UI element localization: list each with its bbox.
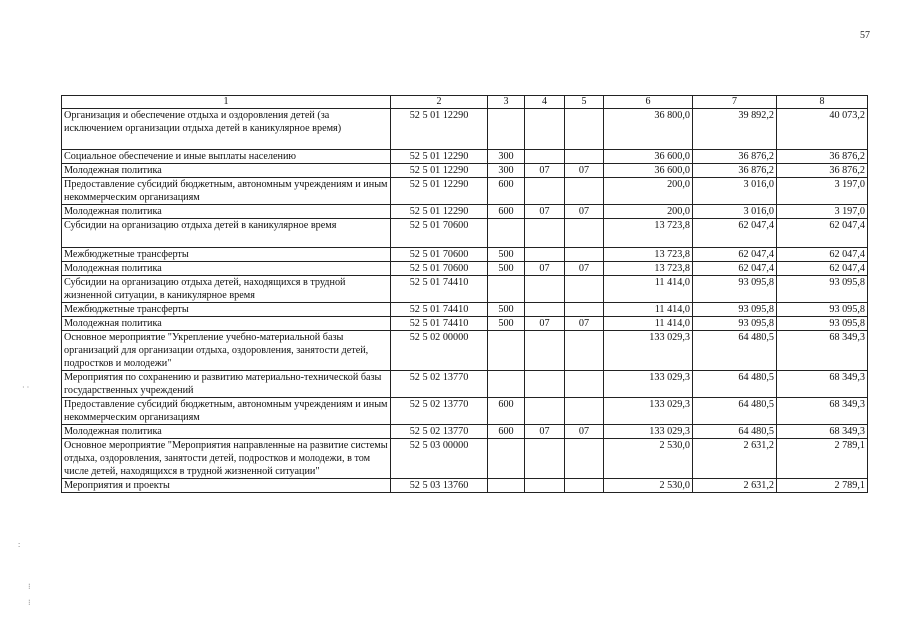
row-section: 07: [525, 205, 565, 219]
row-section: 07: [525, 425, 565, 439]
table-row: [62, 262, 868, 276]
row-code: 52 5 01 12290: [391, 178, 488, 205]
row-value-6: 2 530,0: [604, 479, 693, 493]
table-header-row: [62, 96, 868, 109]
row-subsection: 07: [565, 164, 604, 178]
column-header: 8: [777, 96, 868, 109]
row-value-8: 68 349,3: [777, 371, 868, 398]
table-row: [62, 150, 868, 164]
table-row: [62, 331, 868, 371]
row-subsection: 07: [565, 425, 604, 439]
row-code: 52 5 01 70600: [391, 248, 488, 262]
table-row: [62, 303, 868, 317]
row-type: 500: [488, 317, 525, 331]
table-row: [62, 219, 868, 248]
row-type: 600: [488, 205, 525, 219]
row-section: [525, 150, 565, 164]
row-code: 52 5 02 13770: [391, 398, 488, 425]
row-name: Молодежная политика: [62, 164, 391, 178]
row-name: Субсидии на организацию отдыха детей в каникулярное время: [62, 219, 391, 248]
table-row: [62, 479, 868, 493]
row-code: 52 5 03 13760: [391, 479, 488, 493]
row-type: [488, 276, 525, 303]
row-code: 52 5 03 00000: [391, 439, 488, 479]
row-value-8: 2 789,1: [777, 439, 868, 479]
row-type: 600: [488, 398, 525, 425]
row-code: 52 5 01 70600: [391, 219, 488, 248]
row-value-6: 200,0: [604, 178, 693, 205]
page-number: 57: [860, 30, 870, 41]
column-header: 5: [565, 96, 604, 109]
row-value-7: 62 047,4: [693, 262, 777, 276]
row-value-7: 64 480,5: [693, 331, 777, 371]
row-value-6: 36 800,0: [604, 109, 693, 150]
row-subsection: [565, 371, 604, 398]
row-value-6: 13 723,8: [604, 262, 693, 276]
row-value-7: 62 047,4: [693, 219, 777, 248]
row-name: Молодежная политика: [62, 317, 391, 331]
row-name: Межбюджетные трансферты: [62, 248, 391, 262]
row-value-6: 133 029,3: [604, 371, 693, 398]
row-section: [525, 371, 565, 398]
row-type: [488, 479, 525, 493]
row-value-8: 3 197,0: [777, 178, 868, 205]
table-row: [62, 205, 868, 219]
column-header: 4: [525, 96, 565, 109]
table-row: [62, 425, 868, 439]
row-code: 52 5 01 74410: [391, 303, 488, 317]
table-row: [62, 276, 868, 303]
row-value-7: 64 480,5: [693, 371, 777, 398]
row-section: 07: [525, 262, 565, 276]
row-value-8: 68 349,3: [777, 331, 868, 371]
column-header: 1: [62, 96, 391, 109]
row-value-7: 3 016,0: [693, 178, 777, 205]
row-subsection: [565, 109, 604, 150]
row-value-6: 11 414,0: [604, 317, 693, 331]
table-row: [62, 248, 868, 262]
row-value-7: 3 016,0: [693, 205, 777, 219]
row-type: 600: [488, 178, 525, 205]
row-value-6: 13 723,8: [604, 219, 693, 248]
table-row: [62, 109, 868, 150]
row-value-7: 64 480,5: [693, 398, 777, 425]
row-type: [488, 371, 525, 398]
row-subsection: [565, 303, 604, 317]
row-code: 52 5 01 12290: [391, 164, 488, 178]
row-code: 52 5 02 13770: [391, 371, 488, 398]
row-section: [525, 303, 565, 317]
row-subsection: [565, 248, 604, 262]
table-row: [62, 371, 868, 398]
row-name: Основное мероприятие "Мероприятия направленные на развитие системы отдыха, оздоровления, занятости детей, подростков и молодежи, в том числе детей, находящихся в трудной жизненной ситуации": [62, 439, 391, 479]
row-subsection: [565, 439, 604, 479]
scan-artifact: ⁝: [28, 582, 31, 591]
row-value-7: 64 480,5: [693, 425, 777, 439]
row-value-7: 62 047,4: [693, 248, 777, 262]
row-value-7: 93 095,8: [693, 276, 777, 303]
row-code: 52 5 01 74410: [391, 276, 488, 303]
row-code: 52 5 01 74410: [391, 317, 488, 331]
row-subsection: [565, 219, 604, 248]
row-type: [488, 109, 525, 150]
row-name: Межбюджетные трансферты: [62, 303, 391, 317]
row-code: 52 5 01 12290: [391, 205, 488, 219]
row-value-8: 40 073,2: [777, 109, 868, 150]
row-value-6: 13 723,8: [604, 248, 693, 262]
row-value-8: 93 095,8: [777, 303, 868, 317]
row-value-8: 36 876,2: [777, 150, 868, 164]
row-section: 07: [525, 317, 565, 331]
column-header: 3: [488, 96, 525, 109]
row-subsection: [565, 276, 604, 303]
table-row: [62, 164, 868, 178]
row-name: Основное мероприятие "Укрепление учебно-материальной базы организаций для организации отдыха, оздоровления, занятости детей, подростков и молодежи": [62, 331, 391, 371]
row-value-8: 68 349,3: [777, 425, 868, 439]
row-subsection: [565, 150, 604, 164]
row-code: 52 5 01 12290: [391, 109, 488, 150]
row-value-7: 2 631,2: [693, 479, 777, 493]
row-subsection: 07: [565, 262, 604, 276]
row-value-6: 11 414,0: [604, 276, 693, 303]
row-subsection: 07: [565, 317, 604, 331]
row-value-7: 2 631,2: [693, 439, 777, 479]
row-section: [525, 398, 565, 425]
row-name: Социальное обеспечение и иные выплаты населению: [62, 150, 391, 164]
row-section: [525, 109, 565, 150]
row-name: Предоставление субсидий бюджетным, автономным учреждениям и иным некоммерческим организациям: [62, 398, 391, 425]
row-name: Предоставление субсидий бюджетным, автономным учреждениям и иным некоммерческим организациям: [62, 178, 391, 205]
row-value-8: 93 095,8: [777, 317, 868, 331]
row-value-6: 11 414,0: [604, 303, 693, 317]
row-type: 300: [488, 164, 525, 178]
row-value-8: 62 047,4: [777, 262, 868, 276]
row-value-8: 62 047,4: [777, 219, 868, 248]
row-code: 52 5 01 70600: [391, 262, 488, 276]
row-name: Молодежная политика: [62, 205, 391, 219]
row-name: Субсидии на организацию отдыха детей, находящихся в трудной жизненной ситуации, в каникулярное время: [62, 276, 391, 303]
row-section: [525, 219, 565, 248]
row-value-6: 36 600,0: [604, 150, 693, 164]
row-section: [525, 439, 565, 479]
row-value-7: 36 876,2: [693, 150, 777, 164]
table-row: [62, 317, 868, 331]
scan-artifact: ⁝: [28, 598, 31, 607]
row-value-6: 133 029,3: [604, 398, 693, 425]
row-subsection: [565, 479, 604, 493]
row-name: Молодежная политика: [62, 425, 391, 439]
scan-artifact: · ·: [22, 383, 30, 392]
row-value-8: 68 349,3: [777, 398, 868, 425]
row-code: 52 5 01 12290: [391, 150, 488, 164]
column-header: 7: [693, 96, 777, 109]
row-value-6: 36 600,0: [604, 164, 693, 178]
row-name: Молодежная политика: [62, 262, 391, 276]
row-value-8: 36 876,2: [777, 164, 868, 178]
row-type: [488, 219, 525, 248]
column-header: 6: [604, 96, 693, 109]
row-section: 07: [525, 164, 565, 178]
row-subsection: 07: [565, 205, 604, 219]
row-section: [525, 178, 565, 205]
row-value-8: 2 789,1: [777, 479, 868, 493]
row-section: [525, 479, 565, 493]
row-value-6: 133 029,3: [604, 425, 693, 439]
column-header: 2: [391, 96, 488, 109]
row-section: [525, 276, 565, 303]
scan-artifact: :: [18, 540, 21, 549]
row-subsection: [565, 331, 604, 371]
row-value-7: 93 095,8: [693, 317, 777, 331]
row-value-7: 93 095,8: [693, 303, 777, 317]
row-name: Мероприятия и проекты: [62, 479, 391, 493]
row-value-7: 36 876,2: [693, 164, 777, 178]
row-value-6: 2 530,0: [604, 439, 693, 479]
budget-table: [61, 95, 868, 493]
row-value-8: 93 095,8: [777, 276, 868, 303]
row-type: [488, 439, 525, 479]
row-code: 52 5 02 13770: [391, 425, 488, 439]
row-type: 600: [488, 425, 525, 439]
row-type: 500: [488, 262, 525, 276]
row-section: [525, 248, 565, 262]
row-type: 500: [488, 248, 525, 262]
row-type: 300: [488, 150, 525, 164]
row-subsection: [565, 178, 604, 205]
row-subsection: [565, 398, 604, 425]
table-row: [62, 178, 868, 205]
table-row: [62, 398, 868, 425]
row-code: 52 5 02 00000: [391, 331, 488, 371]
row-name: Мероприятия по сохранению и развитию материально-технической базы государственных учреждений: [62, 371, 391, 398]
row-value-7: 39 892,2: [693, 109, 777, 150]
row-name: Организация и обеспечение отдыха и оздоровления детей (за исключением организации отдыха детей в каникулярное время): [62, 109, 391, 150]
row-type: 500: [488, 303, 525, 317]
row-value-8: 3 197,0: [777, 205, 868, 219]
row-section: [525, 331, 565, 371]
row-value-6: 200,0: [604, 205, 693, 219]
table-row: [62, 439, 868, 479]
row-type: [488, 331, 525, 371]
row-value-8: 62 047,4: [777, 248, 868, 262]
row-value-6: 133 029,3: [604, 331, 693, 371]
